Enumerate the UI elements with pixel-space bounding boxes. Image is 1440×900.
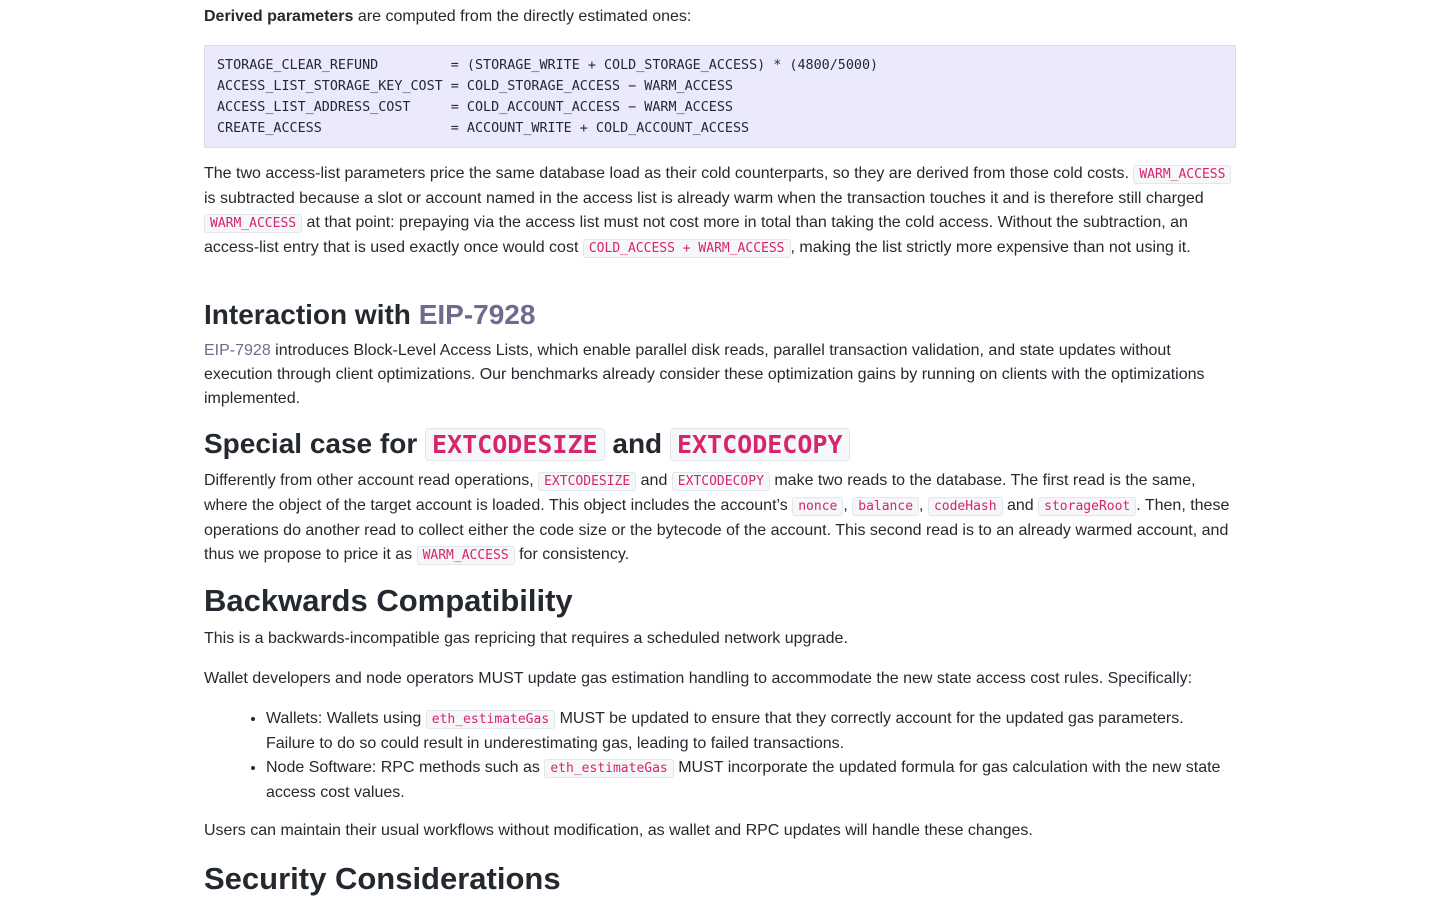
inline-code: EXTCODESIZE (538, 472, 636, 491)
code-line: ACCESS_LIST_STORAGE_KEY_COST = COLD_STORAGE_ACCESS − WARM_ACCESS (217, 79, 733, 94)
code-line: ACCESS_LIST_ADDRESS_COST = COLD_ACCOUNT_ACCESS − WARM_ACCESS (217, 100, 733, 115)
inline-code: nonce (792, 497, 843, 516)
eip-7928-heading-link[interactable]: EIP-7928 (418, 299, 536, 330)
derived-parameters-intro: Derived parameters are computed from the directly estimated ones: (204, 8, 692, 25)
special-case-paragraph: Differently from other account read operations, EXTCODESIZE and EXTCODECOPY make two reads to the database. The first read is the same, where the object of the target account is loaded. This object includes the account’s nonce , balance , codeHash and storageRoot . Then, these operations do another read to collect either the code size or the bytecode of the account. This second read is to an already warmed account, and thus we propose to price it as WARM_ACCESS for consistency. (204, 472, 1230, 563)
inline-code: EXTCODECOPY (672, 472, 770, 491)
backwards-paragraph-1: This is a backwards-incompatible gas repricing that requires a scheduled network upgrade. (204, 630, 848, 647)
access-list-paragraph: The two access-list parameters price the same database load as their cold counterparts, so they are derived from those cold costs. WARM_ACCESS is subtracted because a slot or account named in the access list is already warm when the transaction touches it and is therefore still charged WARM_ACCESS at that point: prepaying via the access list must not cost more in total than taking the cold access. Without the subtraction, an access-list entry that is used exactly once would cost COLD_ACCESS + WARM_ACCESS , making the list strictly more expensive than not using it. (204, 162, 1236, 261)
inline-code: WARM_ACCESS (417, 546, 515, 565)
code-block[interactable] (204, 45, 1236, 148)
backwards-paragraph-2: Wallet developers and node operators MUST update gas estimation handling to accommodate the new state access cost rules. Specifically: (204, 670, 1193, 687)
backwards-paragraph-3: Users can maintain their usual workflows without modification, as wallet and RPC updates will handle these changes. (204, 822, 1033, 839)
code-line: STORAGE_CLEAR_REFUND = (STORAGE_WRITE + COLD_STORAGE_ACCESS) * (4800/5000) (217, 58, 879, 73)
list-item: • Wallets: Wallets using eth_estimateGas MUST be updated to ensure that they correctly account for the updated gas parameters. Failure to do so could result in underestimating gas, leading to failed transactions. (266, 707, 1236, 756)
code-line: CREATE_ACCESS = ACCOUNT_WRITE + COLD_ACCOUNT_ACCESS (217, 121, 750, 136)
list-item: • Node Software: RPC methods such as eth_estimateGas MUST incorporate the updated formula for gas calculation with the new state access cost values. (266, 756, 1236, 805)
inline-code: balance (852, 497, 919, 516)
inline-code: storageRoot (1038, 497, 1136, 516)
inline-code: codeHash (928, 497, 1003, 516)
eip-7928-link[interactable]: EIP-7928 (204, 342, 271, 359)
inline-code: WARM_ACCESS (204, 214, 302, 233)
derived-parameters-bold: Derived parameters (204, 8, 354, 25)
interaction-paragraph: EIP-7928 introduces Block-Level Access Lists, which enable parallel disk reads, parallel transaction validation, and state updates without execution through client optimizations. Our benchmarks already consider these optimization gains by running on clients with the optimizations implemented. (204, 342, 1205, 407)
special-case-heading: Special case for EXTCODESIZE and EXTCODECOPY (204, 427, 1236, 462)
interaction-heading: Interaction with EIP-7928 (204, 299, 536, 330)
inline-code: WARM_ACCESS (1133, 165, 1231, 184)
backwards-compatibility-heading: Backwards Compatibility (204, 583, 573, 618)
inline-code: eth_estimateGas (426, 710, 555, 729)
inline-code: eth_estimateGas (544, 759, 673, 778)
inline-code: EXTCODECOPY (670, 428, 850, 461)
inline-code: COLD_ACCESS + WARM_ACCESS (583, 239, 791, 258)
inline-code: EXTCODESIZE (425, 428, 605, 461)
backwards-list (204, 707, 1236, 805)
security-considerations-heading: Security Considerations (204, 861, 561, 896)
